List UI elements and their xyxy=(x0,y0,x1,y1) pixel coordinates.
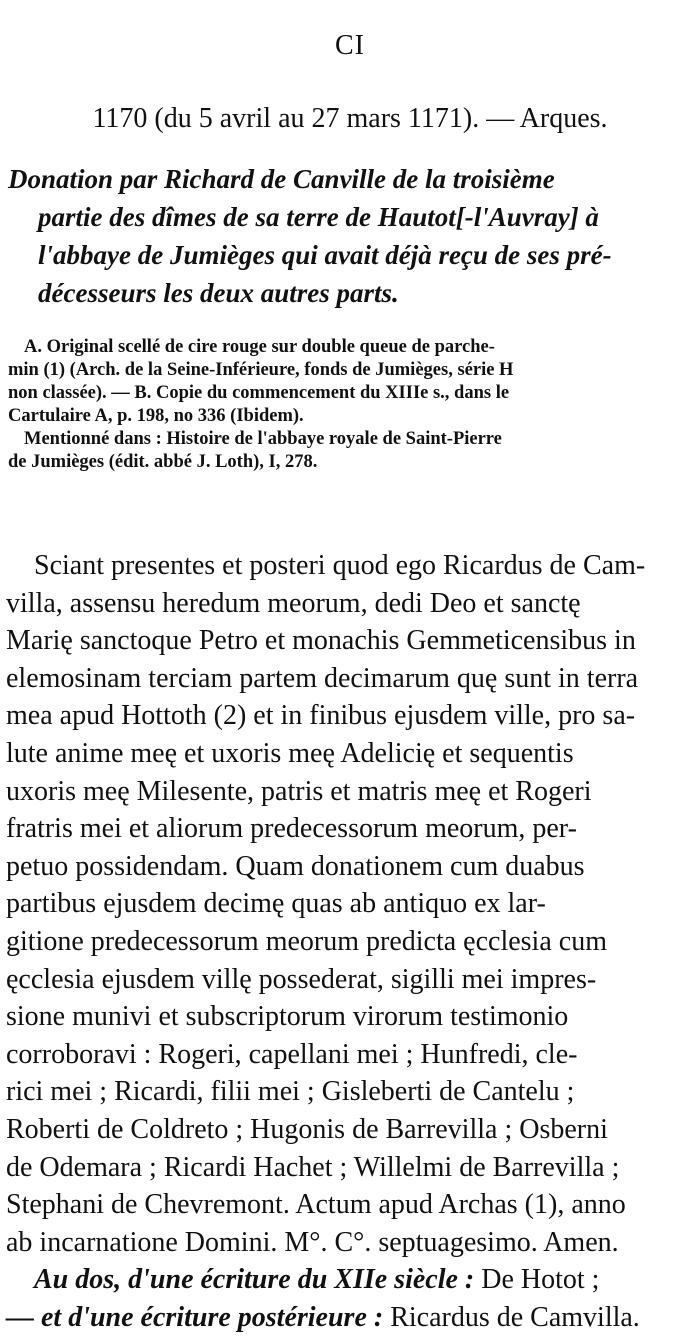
text-line: Sciant presentes et posteri quod ego Ricardus de Cam- xyxy=(34,550,646,581)
text-line: sione munivi et subscriptorum virorum testimonio xyxy=(6,1001,569,1033)
text-line: rici mei ; Ricardi, filii mei ; Gisleberti de Cantelu ; xyxy=(6,1076,575,1108)
endorsement-label: Au dos, d'une écriture du XIIe siècle : xyxy=(34,1264,475,1296)
endorsement-text: De Hotot ; xyxy=(474,1264,600,1296)
text-line: elemosinam terciam partem decimarum quę sunt in terra xyxy=(6,662,639,694)
summary-line xyxy=(8,236,692,274)
endorsement-line xyxy=(6,1299,696,1336)
text-line: uxoris meę Milesente, patris et matris meę et Rogeri xyxy=(6,775,592,807)
apparatus-line: Mentionné dans : Histoire de l'abbaye royale de Saint-Pierre xyxy=(24,429,502,449)
text-line: partibus ejusdem decimę quas ab antiquo ex lar- xyxy=(6,888,546,920)
apparatus-line: A. Original scellé de cire rouge sur double queue de parche- xyxy=(24,337,495,357)
summary-line-text: Donation par Richard de Canville de la troisième xyxy=(8,164,555,194)
text-line: ab incarnatione Domini. M°. C°. septuagesimo. Amen. xyxy=(6,1226,619,1258)
apparatus-line: non classée). — B. Copie du commencement du XIIIe s., dans le xyxy=(8,383,510,403)
apparatus-line: de Jumièges (édit. abbé J. Loth), I, 278. xyxy=(8,452,318,472)
summary xyxy=(8,160,692,312)
dateline: 1170 (du 5 avril au 27 mars 1171). — Arques. xyxy=(92,103,608,134)
text-line: de Odemara ; Ricardi Hachet ; Willelmi de Barrevilla ; xyxy=(6,1151,620,1183)
text-line: lute anime meę et uxoris meę Adelicię et sequentis xyxy=(6,737,574,769)
critical-apparatus xyxy=(8,336,692,474)
text-line: gitione predecessorum meorum predicta ęcclesia cum xyxy=(6,925,607,957)
text-line: ęcclesia ejusdem villę possederat, sigilli mei impres- xyxy=(6,963,597,995)
charter-text xyxy=(6,547,696,1336)
text-line: corroboravi : Rogeri, capellani mei ; Hunfredi, cle- xyxy=(6,1038,578,1070)
text-line: mea apud Hottoth (2) et in finibus ejusdem ville, pro sa- xyxy=(6,700,636,732)
summary-line xyxy=(8,198,692,236)
text-line: Stephani de Chevremont. Actum apud Archas (1), anno xyxy=(6,1189,626,1221)
summary-line xyxy=(8,274,692,312)
summary-line xyxy=(8,160,692,198)
apparatus-line: min (1) (Arch. de la Seine-Inférieure, fonds de Jumièges, série H xyxy=(8,360,514,380)
apparatus-line: Cartulaire A, p. 198, no 336 (Ibidem). xyxy=(8,406,304,426)
text-line: Marię sanctoque Petro et monachis Gemmeticensibus in xyxy=(6,625,636,657)
endorsement-text: Ricardus de Camvilla. xyxy=(383,1301,640,1333)
chapter-number: CI xyxy=(335,30,365,61)
endorsement-label: — et d'une écriture postérieure : xyxy=(6,1301,384,1333)
text-line: fratris mei et aliorum predecessorum meorum, per- xyxy=(6,813,577,845)
summary-line-text: l'abbaye de Jumièges qui avait déjà reçu de ses pré- xyxy=(38,240,612,270)
summary-line-text: décesseurs les deux autres parts. xyxy=(38,278,399,308)
summary-line-text: partie des dîmes de sa terre de Hautot[-l'Auvray] à xyxy=(38,202,599,232)
endorsement-line xyxy=(6,1261,696,1299)
text-line: petuo possidendam. Quam donationem cum duabus xyxy=(6,850,585,882)
text-line: Roberti de Coldreto ; Hugonis de Barrevilla ; Osberni xyxy=(6,1113,608,1145)
text-line: villa, assensu heredum meorum, dedi Deo et sanctę xyxy=(6,587,581,619)
